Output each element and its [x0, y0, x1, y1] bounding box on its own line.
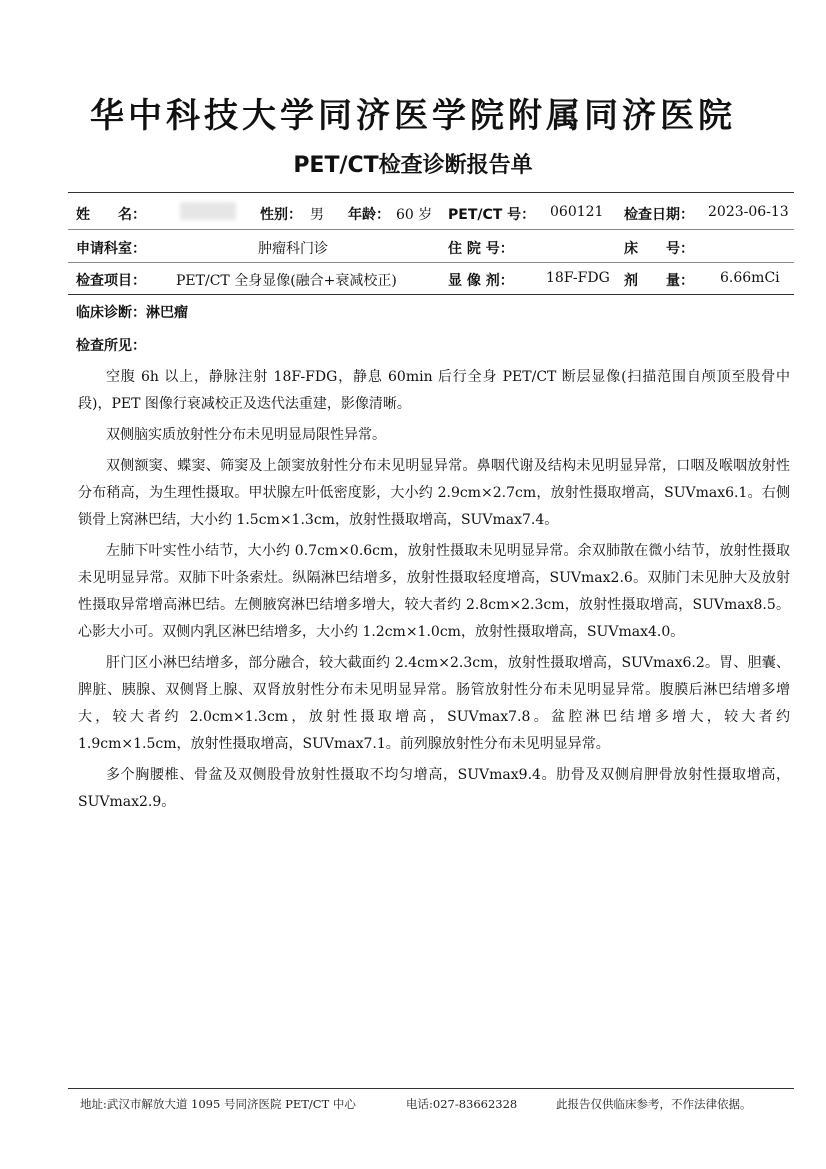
- redacted-name: [180, 202, 236, 220]
- findings-body: [78, 364, 790, 820]
- findings-paragraph: 肝门区小淋巴结增多，部分融合，较大截面约 2.4cm×2.3cm，放射性摄取增高，SUVmax6.2。胃、胆囊、脾脏、胰腺、双侧肾上腺、双肾放射性分布未见明显异常。肠管放射性分布未见明显异常。腹膜后淋巴结增多增大，较大者约 2.0cm×1.3cm，放射性摄取增高，SUVmax7.8。盆腔淋巴结增多增大，较大者约 1.9cm×1.5cm，放射性摄取增高，SUVmax7.1。前列腺放射性分布未见明显异常。: [78, 655, 790, 752]
- petct-no-label: PET/CT 号：: [448, 207, 536, 223]
- findings-paragraph: 空腹 6h 以上，静脉注射 18F-FDG，静息 60min 后行全身 PET/CT 断层显像(扫描范围自颅顶至股骨中段)，PET 图像行衰减校正及迭代法重建，影像清晰。: [78, 369, 790, 412]
- dept-label: 申请科室：: [76, 241, 146, 257]
- divider: [68, 262, 794, 263]
- divider: [68, 192, 794, 193]
- age-value: 60 岁: [396, 207, 433, 223]
- age-label: 年龄：: [348, 207, 390, 223]
- dept-value: 肿瘤科门诊: [258, 241, 328, 257]
- exam-item-label: 检查项目：: [76, 273, 146, 289]
- gender-label: 性别：: [260, 207, 302, 223]
- bed-label: 床 号：: [624, 241, 694, 257]
- footer: [68, 1088, 794, 1128]
- exam-date-value: 2023-06-13: [708, 204, 789, 220]
- findings-paragraph: 左肺下叶实性小结节，大小约 0.7cm×0.6cm，放射性摄取未见明显异常。余双肺散在微小结节，放射性摄取未见明显异常。双肺下叶条索灶。纵隔淋巴结增多，放射性摄取轻度增高，SUVmax2.6。双肺门未见肿大及放射性摄取异常增高淋巴结。左侧腋窝淋巴结增多增大，较大者约 2.8cm×2.3cm，放射性摄取增高，SUVmax8.5。心影大小可。双侧内乳区淋巴结增多，大小约 1.2cm×1.0cm，放射性摄取增高，SUVmax4.0。: [78, 543, 790, 640]
- dose-label: 剂 量：: [624, 273, 694, 289]
- inpatient-label: 住 院 号：: [448, 241, 514, 257]
- department-row: [68, 232, 794, 260]
- footer-address: 地址:武汉市解放大道 1095 号同济医院 PET/CT 中心: [80, 1097, 356, 1111]
- dose-value: 6.66mCi: [720, 270, 780, 286]
- divider: [68, 294, 794, 295]
- exam-item-value: PET/CT 全身显像(融合+衰减校正): [176, 273, 397, 289]
- patient-info-row: [68, 198, 794, 226]
- exam-item-row: [68, 264, 794, 292]
- exam-date-label: 检查日期：: [624, 207, 694, 223]
- hospital-name: 华中科技大学同济医学院附属同济医院: [90, 96, 736, 136]
- footer-phone: 电话:027-83662328: [406, 1097, 518, 1111]
- findings-paragraph: 双侧脑实质放射性分布未见明显局限性异常。: [106, 427, 386, 443]
- report-title: PET/CT检查诊断报告单: [293, 153, 533, 178]
- divider: [68, 229, 794, 230]
- findings-paragraph: 多个胸腰椎、骨盆及双侧股骨放射性摄取不均匀增高，SUVmax9.4。肋骨及双侧肩胛骨放射性摄取增高，SUVmax2.9。: [78, 767, 790, 810]
- findings-heading: 检查所见：: [76, 338, 146, 354]
- petct-no-value: 060121: [550, 204, 604, 220]
- gender-value: 男: [310, 207, 324, 223]
- findings-paragraph: 双侧额窦、蝶窦、筛窦及上颌窦放射性分布未见明显异常。鼻咽代谢及结构未见明显异常，口咽及喉咽放射性分布稍高，为生理性摄取。甲状腺左叶低密度影，大小约 2.9cm×2.7cm，放射性摄取增高，SUVmax6.1。右侧锁骨上窝淋巴结，大小约 1.5cm×1.3cm，放射性摄取增高，SUVmax7.4。: [78, 458, 790, 528]
- tracer-value: 18F-FDG: [546, 270, 610, 286]
- footer-disclaimer: 此报告仅供临床参考，不作法律依据。: [556, 1097, 752, 1111]
- tracer-label: 显 像 剂：: [448, 273, 514, 289]
- name-label: 姓 名：: [76, 207, 146, 223]
- clinical-diagnosis: 临床诊断：淋巴瘤: [76, 305, 188, 321]
